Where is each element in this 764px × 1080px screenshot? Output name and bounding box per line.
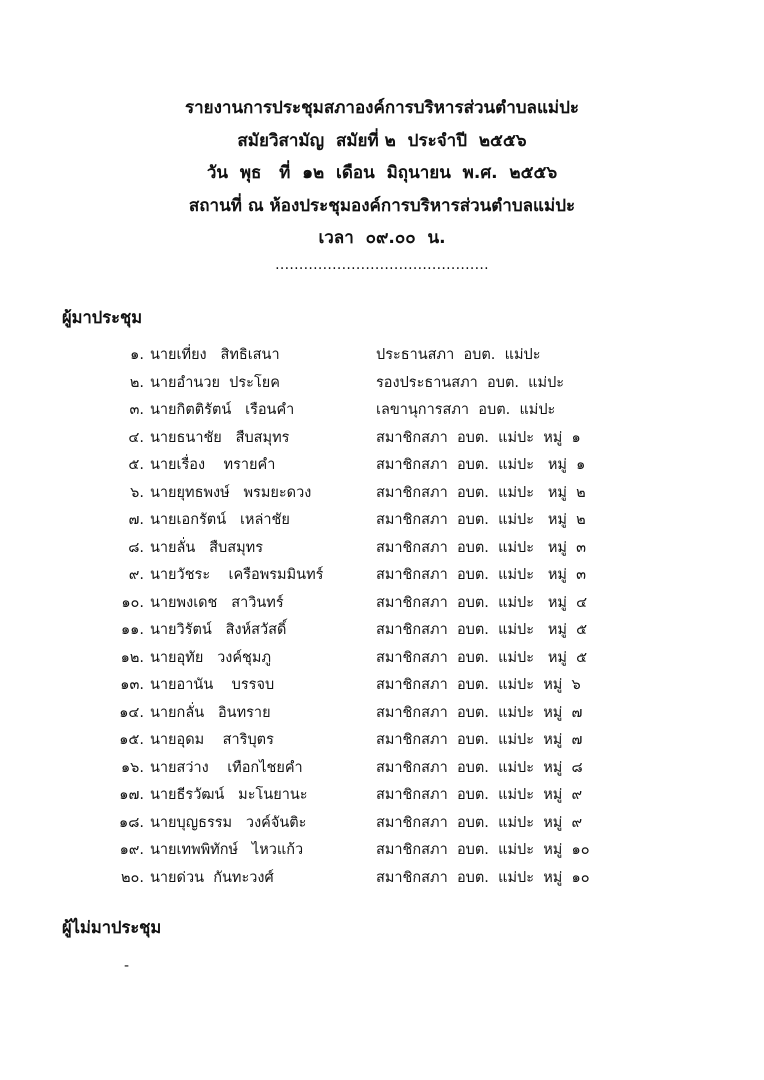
absentees-heading: ผู้ไม่มาประชุม: [62, 918, 162, 937]
member-name: นายเรื่อง ทรายคำ: [150, 457, 276, 473]
session-info: สมัยวิสามัญ สมัยที่ ๒ ประจำปี ๒๕๕๖: [237, 130, 527, 151]
member-name: นายธนาชัย สืบสมุทร: [150, 429, 290, 446]
list-item: [0, 563, 764, 591]
document-header: [0, 92, 764, 275]
member-name: นายเทพพิทักษ์ ไหวแก้ว: [150, 842, 304, 858]
item-number: ๑๑.: [120, 622, 144, 638]
member-name: นายกิตติรัตน์ เรือนคำ: [150, 402, 295, 418]
report-title: รายงานการประชุมสภาองค์การบริหารส่วนตำบลแม่ปะ: [184, 98, 580, 118]
item-number: ๑๖.: [120, 759, 144, 776]
item-number: ๑๓.: [120, 677, 144, 693]
member-name: นายสว่าง เทือกไชยคำ: [150, 759, 303, 776]
item-number: ๑๗.: [119, 787, 144, 803]
item-number: ๖.: [130, 484, 144, 501]
member-position: สมาชิกสภา อบต. แม่ปะ หมู่ ๓: [376, 539, 587, 556]
member-name: นายเอกรัตน์ เหล่าชัย: [150, 512, 290, 528]
member-name: นายด่วน กันทะวงศ์: [150, 869, 274, 886]
list-item: [0, 866, 764, 894]
meeting-date: วัน พุธ ที่ ๑๒ เดือน มิถุนายน พ.ศ. ๒๕๕๖: [206, 163, 558, 183]
member-name: นายพงเดช สาวินทร์: [150, 594, 284, 611]
list-item: [0, 591, 764, 619]
item-number: ๑๕.: [119, 732, 144, 748]
list-item: [0, 508, 764, 536]
list-item: [0, 453, 764, 481]
member-position: สมาชิกสภา อบต. แม่ปะ หมู่ ๙: [376, 814, 583, 831]
member-position: รองประธานสภา อบต. แม่ปะ: [376, 374, 565, 391]
member-position: สมาชิกสภา อบต. แม่ปะ หมู่ ๑: [376, 457, 586, 473]
item-number: ๑.: [130, 347, 144, 363]
list-item: [0, 536, 764, 564]
member-position: สมาชิกสภา อบต. แม่ปะ หมู่ ๗: [376, 704, 583, 721]
item-number: ๓.: [129, 402, 144, 418]
item-number: ๑๒.: [120, 649, 144, 666]
list-item: [0, 783, 764, 811]
dotted-divider: .............................................: [275, 256, 489, 273]
list-item: [0, 673, 764, 701]
meeting-venue: สถานที่ ณ ห้องประชุมองค์การบริหารส่วนตำบลแม่ปะ: [188, 195, 576, 216]
item-number: ๘.: [128, 539, 144, 556]
member-name: นายอานัน บรรจบ: [150, 677, 275, 693]
item-number: ๔.: [128, 429, 144, 446]
member-position: สมาชิกสภา อบต. แม่ปะ หมู่ ๖: [376, 677, 581, 693]
list-item: [0, 618, 764, 646]
member-name: นายอุทัย วงค์ชุมภู: [150, 649, 272, 666]
member-name: นายลั่น สืบสมุทร: [150, 539, 263, 556]
attendees-heading: ผู้มาประชุม: [62, 308, 143, 327]
list-item: [0, 371, 764, 399]
list-item: [0, 343, 764, 371]
absentees-none-dash: -: [124, 958, 130, 974]
item-number: ๑๙.: [119, 842, 144, 858]
meeting-time: เวลา ๐๙.๐๐ น.: [318, 228, 446, 248]
member-name: นายยุทธพงษ์ พรมยะดวง: [150, 484, 312, 501]
member-position: สมาชิกสภา อบต. แม่ปะ หมู่ ๓: [376, 567, 587, 583]
member-position: สมาชิกสภา อบต. แม่ปะ หมู่ ๕: [376, 649, 588, 666]
list-item: [0, 811, 764, 839]
item-number: ๑๐.: [121, 594, 144, 611]
list-item: [0, 426, 764, 454]
member-position: สมาชิกสภา อบต. แม่ปะ หมู่ ๙: [376, 787, 583, 803]
member-name: นายอุดม สาริบุตร: [150, 732, 274, 748]
member-position: ประธานสภา อบต. แม่ปะ: [376, 347, 541, 363]
member-position: สมาชิกสภา อบต. แม่ปะ หมู่ ๔: [376, 594, 588, 611]
item-number: ๑๔.: [119, 704, 144, 721]
member-position: สมาชิกสภา อบต. แม่ปะ หมู่ ๑๐: [376, 842, 590, 858]
member-name: นายอำนวย ประโยค: [150, 374, 280, 391]
member-position: สมาชิกสภา อบต. แม่ปะ หมู่ ๒: [376, 484, 586, 501]
member-name: นายเที่ยง สิทธิเสนา: [150, 347, 280, 363]
member-name: นายวัชระ เครือพรมมินทร์: [150, 567, 324, 583]
member-name: นายบุญธรรม วงค์จันติะ: [150, 814, 307, 831]
member-name: นายวิรัตน์ สิงห์สวัสดิ์: [150, 622, 287, 638]
member-position: สมาชิกสภา อบต. แม่ปะ หมู่ ๒: [376, 512, 586, 528]
list-item: [0, 398, 764, 426]
item-number: ๒.: [129, 374, 144, 391]
item-number: ๙.: [128, 567, 144, 583]
member-position: สมาชิกสภา อบต. แม่ปะ หมู่ ๑๐: [376, 869, 590, 886]
item-number: ๒๐.: [120, 869, 144, 886]
item-number: ๕.: [128, 457, 144, 473]
list-item: [0, 481, 764, 509]
list-item: [0, 701, 764, 729]
member-position: สมาชิกสภา อบต. แม่ปะ หมู่ ๘: [376, 759, 583, 776]
item-number: ๑๘.: [119, 814, 144, 831]
member-position: สมาชิกสภา อบต. แม่ปะ หมู่ ๑: [376, 429, 581, 446]
list-item: [0, 646, 764, 674]
member-name: นายกลั่น อินทราย: [150, 704, 271, 721]
member-name: นายธีรวัฒน์ มะโนยานะ: [150, 787, 308, 803]
list-item: [0, 728, 764, 756]
item-number: ๗.: [128, 512, 144, 528]
list-item: [0, 756, 764, 784]
list-item: [0, 838, 764, 866]
attendee-list: [0, 343, 764, 893]
member-position: เลขานุการสภา อบต. แม่ปะ: [376, 402, 556, 418]
member-position: สมาชิกสภา อบต. แม่ปะ หมู่ ๗: [376, 732, 583, 748]
member-position: สมาชิกสภา อบต. แม่ปะ หมู่ ๕: [376, 622, 588, 638]
